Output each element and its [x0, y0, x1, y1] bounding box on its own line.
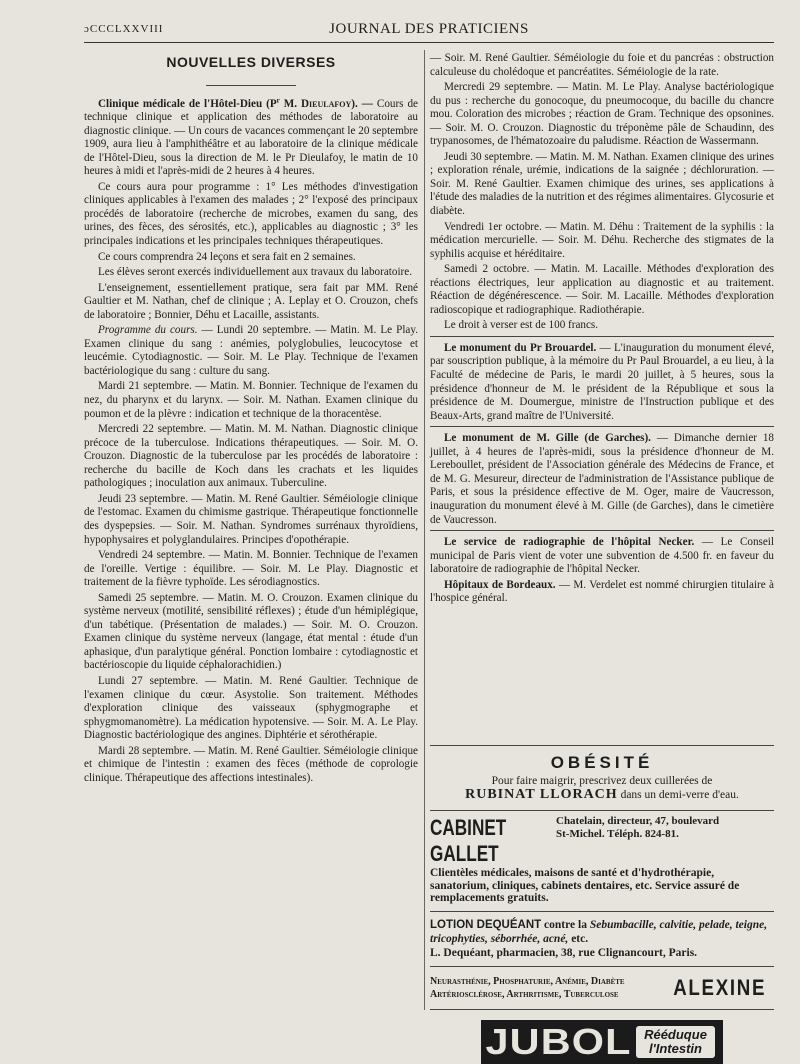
- article-heading: Clinique médicale de l'Hôtel-Dieu (P: [98, 97, 277, 110]
- ad-text: [430, 918, 774, 946]
- brand-name: JUBOL: [485, 1020, 632, 1062]
- paragraph: Mardi 21 septembre. — Matin. M. Bonnier. Technique de l'examen du nez, du pharynx et du larynx. — Soir. M. Nathan. Examen clinique du poumon et de la plèvre : indication et technique de la thoracentèse.: [84, 380, 418, 420]
- jubol-slogan: [636, 1026, 715, 1058]
- article-necker: [430, 536, 774, 577]
- ad-lotion-dequeant: [430, 912, 774, 967]
- paragraph: Vendredi 1er octobre. — Matin. M. Déhu : Traitement de la syphilis : la médication mercurielle. — Soir. M. Déhu. Recherche des stigmates de la syphilis acquise et héréditaire.: [430, 220, 774, 260]
- article-gille: [430, 432, 774, 527]
- slogan-line: Rééduque: [644, 1026, 707, 1042]
- paragraph: Jeudi 23 septembre. — Matin. M. René Gaultier. Séméiologie clinique de l'estomac. Examen du chimisme gastrique. Thérapeutique fonctionnelle des dyspepsies. — Soir. M. Nathan. Syndromes surrénaux thyroïdiens, hypophysaires et polyglandulaires. Principes d'opothérapie.: [84, 492, 418, 546]
- article-heading: Le service de radiographie de l'hôpital Necker.: [444, 536, 695, 549]
- right-column: [430, 52, 774, 608]
- ad-text-part: contre la: [541, 918, 590, 931]
- paragraph: — Soir. M. René Gaultier. Séméiologie du foie et du pancréas : obstruction calculeuse du cholédoque et pancréatites. Séméiologie de la rate.: [430, 52, 774, 78]
- ad-obesite: [430, 751, 774, 811]
- paragraph: Lundi 27 septembre. — Matin. M. René Gaultier. Technique de l'examen clinique du cœur. Asystolie. Son traitement. Méthodes d'exploration clinique des vaisseaux (sphygmographe et sphygmomanomètre). La médication hypotensive. — Soir. M. A. Le Play. Diagnostic bactériologique des angines. Diphtérie et sérothérapie.: [84, 674, 418, 742]
- paragraph: Vendredi 24 septembre. — Matin. M. Bonnier. Technique de l'examen de l'oreille. Vertige : équilibre. — Soir. M. Le Play. Diagnostic et traitement de la fièvre typhoïde. Les sérodiagnostics.: [84, 549, 418, 589]
- article-brouardel: [430, 342, 774, 423]
- article-heading: Hôpitaux de Bordeaux.: [444, 578, 556, 591]
- ad-text: Artériosclérose, Arthritisme, Tuberculose: [430, 988, 619, 1000]
- divider: [430, 336, 774, 337]
- paragraph-text: — Lundi 20 septembre. — Matin. M. Le Play. Examen clinique du sang : anémies, polyglobulies, leucocytose et leucémie. Cytodiagnostic. — Soir. M. Le Play. Technique de l'examen bactériologique du sang : culture du sang.: [84, 324, 418, 377]
- ad-text: [430, 788, 774, 802]
- paragraph: Mercredi 29 septembre. — Matin. M. Le Play. Analyse bactériologique du pus : recherche du gonocoque, du pneumocoque, du bacille du chancre mou. Coloration des microbes ; réaction de Gram. Technique des opsonines. — Soir. M. O. Crouzon. Diagnostic du tréponème pâle de Schaudinn, des trypanosomes, de l'hématozoaire du paludisme. Réaction de Wassermann.: [430, 81, 774, 148]
- paragraph: Samedi 25 septembre. — Matin. M. O. Crouzon. Examen clinique du système nerveux (motilité, sensibilité réflexes) ; étude d'un hémiplégique, d'un tabétique. (Présentation de malades.) — Soir. M. O. Crouzon. Examen clinique du système nerveux (langage, état mental : étude d'un aphasique, d'un paralytique général. Ponction lombaire : cytodiagnostic et bactérioscopie du liquide céphalorachidien.): [84, 591, 418, 672]
- superscript: r: [276, 95, 280, 104]
- paragraph: Ce cours comprendra 24 leçons et sera fait en 2 semaines.: [98, 250, 356, 263]
- paragraph-text: — Dimanche dernier 18 juillet, à 4 heures de l'après-midi, sous la présidence d'honneur de M. Lereboullet, président de l'Association générale des Médecins de France, et de M. G. Mesureur, directeur de l'administration de l'Assistance publique de Paris, et sous la présidence effective de M. Oger, maire de Vaucresson, inauguration du monument élevé à M. Gille (de Garches), dans le cimetière de Vaucresson.: [430, 432, 774, 526]
- brand-name: CABINET GALLET: [430, 815, 507, 866]
- ad-text-italic: Sebumbacille, calvitie, pelade, teigne, tricophyties, séborrhée, acné,: [430, 918, 768, 945]
- paragraph: L'enseignement, essentiellement pratique, sera fait par MM. René Gaultier et M. Nathan, chef de clinique ; A. Leplay et O. Crouzon, chefs de laboratoire ; Bonnier, Déhu et Lacaille, assistants.: [84, 281, 418, 321]
- ad-text: Clientèles médicales, maisons de santé et d'hydrothérapie, sanatorium, cliniques, cabinets dentaires, etc. Service assuré de remplacements gratuits.: [430, 867, 740, 904]
- article-heading: Le monument de M. Gille (de Garches).: [444, 432, 651, 445]
- ad-jubol: [430, 1010, 774, 1064]
- ad-address: St-Michel. Téléph. 824-81.: [556, 828, 679, 840]
- jubol-banner: [481, 1020, 723, 1064]
- programme-label: Programme du cours.: [98, 324, 198, 337]
- brand-name: LOTION DEQUÉANT: [430, 918, 542, 931]
- paragraph-text: — M. Verdelet est nommé chirurgien titulaire à l'hospice général.: [430, 578, 774, 605]
- ad-title: OBÉSITÉ: [550, 753, 654, 772]
- title-rule: [206, 85, 296, 86]
- paragraph-text: — L'inauguration du monument élevé, par souscription publique, à la mémoire du Pr Paul Brouardel, a eu lieu, à la Faculté de médecine de Paris, le mardi 20 juillet, à 5 heures, sous la présidence d'honneur de M. le président de la République et sous la présidence de M. Doumergue, ministre de l'Instruction publique et des Beaux-Arts, grand maître de l'Université.: [430, 341, 775, 422]
- ad-text: Neurasthénie, Phosphaturie, Anémie, Diabète: [430, 975, 625, 987]
- ad-alexine: [430, 967, 774, 1010]
- divider: [430, 426, 774, 427]
- article-heading-end: ). —: [351, 97, 373, 110]
- column-divider: [424, 50, 425, 1010]
- professor-name: Dieulafoy: [301, 97, 352, 110]
- paragraph-programme: [84, 324, 418, 378]
- page-number: ɔCCCLXXVIII: [84, 23, 164, 35]
- paragraph: Mardi 28 septembre. — Matin. M. René Gaultier. Séméiologie clinique et chimique de l'intestin : examen des fèces (méthode de coprologie clinique. Thérapeutique des affections intestinales).: [84, 744, 418, 784]
- ad-address: L. Dequéant, pharmacien, 38, rue Clignancourt, Paris.: [430, 946, 698, 959]
- paragraph: Le droit à verser est de 100 francs.: [444, 319, 599, 332]
- ad-text: Pour faire maigrir, prescrivez deux cuillerées de: [491, 775, 713, 787]
- page-header: [84, 20, 774, 43]
- section-title: NOUVELLES DIVERSES: [166, 54, 336, 70]
- ad-address: Chatelain, directeur, 47, boulevard: [556, 815, 720, 827]
- slogan-line: l'Intestin: [649, 1040, 702, 1056]
- paragraph: Ce cours aura pour programme : 1° Les méthodes d'investigation cliniques applicables à l'examen des malades ; 2° l'exposé des principaux procédés de laboratoire (recherche de microbes, examen du sang, des urines, des fèces, des sérosités, etc.), applicables au diagnostic ; 3° les principales indications et les principales techniques thérapeutiques.: [84, 180, 418, 248]
- paragraph: Jeudi 30 septembre. — Matin. M. M. Nathan. Examen clinique des urines ; exploration rénale, urémie, indications de la saignée ; déchloruration. — Soir. M. René Gaultier. Examen chimique des urines, ses applications à l'étude des maladies de la nutrition et des régimes alimentaires. Glycosurie et diabète.: [430, 150, 774, 218]
- paragraph-text: Cours de technique clinique et application des méthodes de laboratoire au diagnostic clinique. — Un cours de vacances commençant le 20 septembre 1909, aura lieu à l'amphithéâtre et au laboratoire de la clinique médicale de l'Hôtel-Dieu, sous la direction de M. le Pr Dieulafoy, le matin de 10 heures à midi et l'après-midi de 2 heures à 4 heures.: [84, 97, 419, 178]
- article-bordeaux: [430, 579, 774, 606]
- paragraph: Les élèves seront exercés individuellement aux travaux du laboratoire.: [98, 266, 412, 279]
- ad-text-part: etc.: [568, 932, 589, 945]
- article-heading-part: M.: [279, 97, 302, 110]
- paragraph-text: — Le Conseil municipal de Paris vient de voter une subvention de 4.500 fr. en faveur du laboratoire de radiographie de l'hôpital Necker.: [430, 536, 774, 576]
- journal-title: JOURNAL DES PRATICIENS: [329, 21, 529, 37]
- ad-cabinet-gallet: [430, 811, 774, 912]
- divider: [430, 530, 774, 531]
- brand-name: RUBINAT LLORACH: [465, 787, 618, 802]
- paragraph: Mercredi 22 septembre. — Matin. M. M. Nathan. Diagnostic clinique précoce de la tuberculose. Indications thérapeutiques. — Soir. M. O. Crouzon. Diagnostic de la tuberculose par les procédés de laboratoire : recherche du bacille de Koch dans les crachats et les liquides pathologiques ; inoculation aux animaux. Tuberculine.: [84, 423, 418, 490]
- article-heading: Le monument du Pr Brouardel.: [444, 341, 597, 354]
- divider: [430, 745, 774, 746]
- paragraph: Samedi 2 octobre. — Matin. M. Lacaille. Méthodes d'exploration des réactions électriques, leur application au diagnostic et au traitement. Réaction de dégénérescence. — Soir. M. Lacaille. Méthodes d'exploration radioscopique et radiographique. Radiothérapie.: [430, 263, 774, 316]
- advertisements: [430, 742, 774, 1064]
- left-column: [84, 52, 418, 787]
- article-clinique-hotel-dieu: [84, 95, 419, 179]
- brand-name: ALEXINE: [672, 975, 766, 1000]
- ad-indications: [430, 975, 625, 1001]
- ad-text-part: dans un demi-verre d'eau.: [617, 789, 739, 801]
